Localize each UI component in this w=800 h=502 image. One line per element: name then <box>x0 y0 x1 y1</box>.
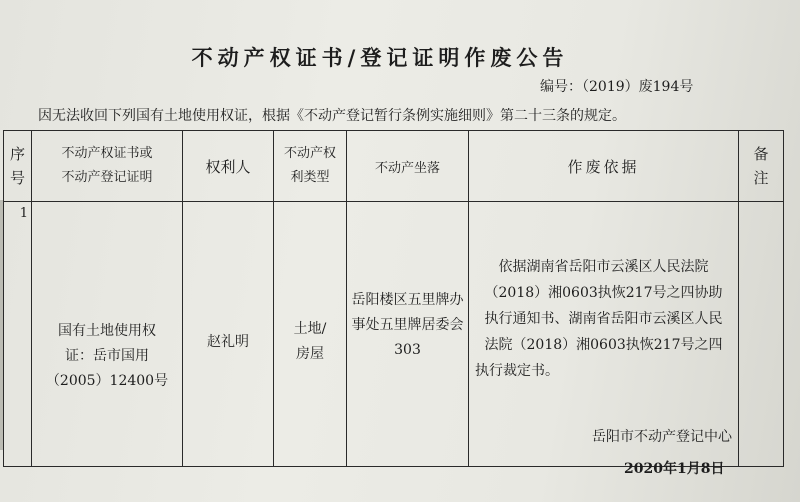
row-holder: 赵礼明 <box>183 202 274 467</box>
header-holder: 权利人 <box>183 131 274 202</box>
row-cert <box>32 202 183 467</box>
header-seq-line1: 序 <box>9 145 25 163</box>
row-type-line1: 土地/ <box>293 321 327 337</box>
header-type <box>274 131 347 202</box>
announcement-table <box>3 130 784 467</box>
issuing-organization: 岳阳市不动产登记中心 <box>592 429 732 445</box>
row-location-line1: 岳阳楼区五里牌办 <box>351 291 464 308</box>
intro-text: 因无法收回下列国有土地使用权证，根据《不动产登记暂行条例实施细则》第二十三条的规定。 <box>38 108 626 124</box>
row-location <box>347 202 469 467</box>
header-cert <box>32 131 183 202</box>
row-type-line2: 房屋 <box>296 346 324 362</box>
row-remark <box>739 202 784 467</box>
header-cert-line1: 不动产权证书或 <box>61 146 153 161</box>
header-remark-line1: 备 <box>753 145 769 163</box>
header-type-line2: 利类型 <box>290 170 330 185</box>
row-basis-line4: 法院（2018）湘0603执恢217号之四 <box>484 337 723 353</box>
page-title: 不动产权证书/登记证明作废公告 <box>191 45 569 70</box>
row-cert-line1: 国有土地使用权 <box>58 322 156 339</box>
row-basis-line3: 执行通知书、湖南省岳阳市云溪区人民 <box>484 311 723 327</box>
document-number: 编号：（2019）废194号 <box>540 79 694 95</box>
header-basis: 作废依据 <box>469 131 739 202</box>
header-cert-line2: 不动产登记证明 <box>61 170 153 185</box>
header-remark-line2: 注 <box>753 169 769 187</box>
row-location-line2: 事处五里牌居委会 <box>351 316 464 333</box>
header-seq <box>4 131 32 202</box>
header-type-line1: 不动产权 <box>283 146 336 161</box>
header-location: 不动产坐落 <box>347 131 469 202</box>
row-seq: 1 <box>4 202 32 467</box>
issue-date: 2020年1月8日 <box>624 461 725 477</box>
table-header-row <box>4 131 784 202</box>
row-cert-line2: 证：岳市国用 <box>65 347 149 364</box>
row-basis-line2: （2018）湘0603执恢217号之四协助 <box>484 285 723 301</box>
header-seq-line2: 号 <box>9 169 25 187</box>
row-location-line3: 303 <box>394 341 421 358</box>
row-type <box>274 202 347 467</box>
row-basis-line1: 依据湖南省岳阳市云溪区人民法院 <box>498 259 709 275</box>
row-cert-line3: （2005）12400号 <box>45 372 169 389</box>
header-remark <box>739 131 784 202</box>
row-basis-line5: 执行裁定书。 <box>475 363 559 379</box>
